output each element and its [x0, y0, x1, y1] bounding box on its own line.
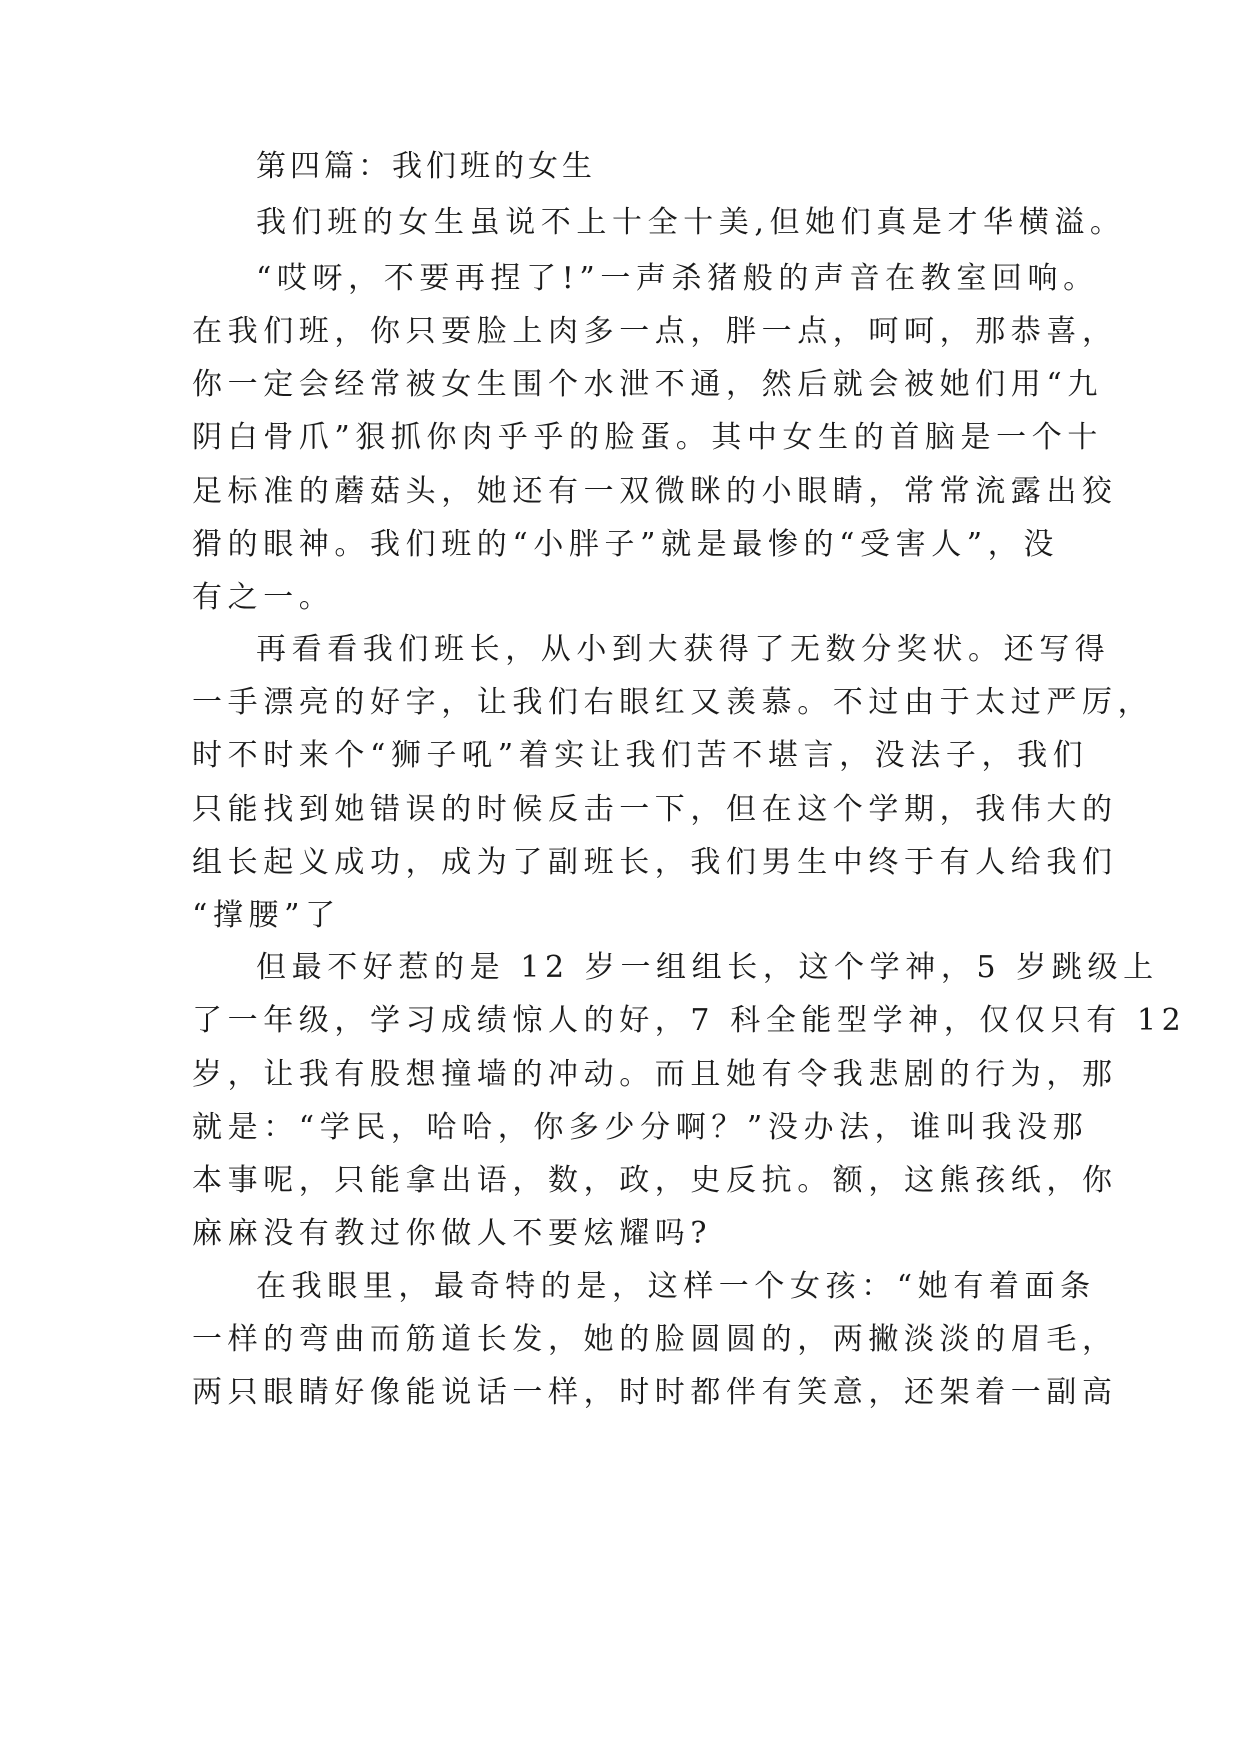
text-line: 只能找到她错误的时候反击一下，但在这个学期，我伟大的 [192, 792, 1118, 827]
text-line: 岁，让我有股想撞墙的冲动。而且她有令我悲剧的行为，那 [192, 1057, 1118, 1092]
text-line: 再看看我们班长，从小到大获得了无数分奖状。还写得 [256, 632, 1111, 667]
text-line: 麻麻没有教过你做人不要炫耀吗? [192, 1216, 713, 1251]
text-line: 但最不好惹的是 12 岁一组组长，这个学神，5 岁跳级上 [256, 950, 1159, 985]
text-line: 足标准的蘑菇头，她还有一双微眯的小眼睛，常常流露出狡 [192, 474, 1118, 509]
text-line: 了一年级，学习成绩惊人的好，7 科全能型学神，仅仅只有 12 [192, 1003, 1187, 1038]
text-line: 在我们班，你只要脸上肉多一点，胖一点，呵呵，那恭喜， [192, 314, 1118, 349]
text-line: 在我眼里，最奇特的是，这样一个女孩：“她有着面条 [256, 1269, 1096, 1304]
text-line: 组长起义成功，成为了副班长，我们男生中终于有人给我们 [192, 845, 1118, 880]
text-line: 猾的眼神。我们班的“小胖子”就是最惨的“受害人”，没 [192, 527, 1059, 562]
text-line: 就是：“学民，哈哈，你多少分啊？”没办法，谁叫我没那 [192, 1110, 1089, 1145]
document-title: 第四篇：我们班的女生 [256, 149, 596, 184]
text-line: 两只眼睛好像能说话一样，时时都伴有笑意，还架着一副高 [192, 1375, 1118, 1410]
text-line: 阴白骨爪”狠抓你肉乎乎的脸蛋。其中女生的首脑是一个十 [192, 420, 1103, 455]
text-line: 有之一。 [192, 580, 335, 615]
text-line: “哎呀，不要再捏了!”一声杀猪般的声音在教室回响。 [256, 261, 1099, 296]
text-line: 时不时来个“狮子吼”着实让我们苦不堪言，没法子，我们 [192, 738, 1089, 773]
text-line: 本事呢，只能拿出语，数，政，史反抗。额，这熊孩纸，你 [192, 1163, 1118, 1198]
text-line: 一手漂亮的好字，让我们右眼红又羡慕。不过由于太过严厉， [192, 685, 1154, 720]
text-line: 一样的弯曲而筋道长发，她的脸圆圆的，两撇淡淡的眉毛， [192, 1322, 1118, 1357]
text-line: 你一定会经常被女生围个水泄不通，然后就会被她们用“九 [192, 367, 1103, 402]
text-line: “撑腰”了 [192, 898, 341, 933]
text-line: 我们班的女生虽说不上十全十美,但她们真是才华横溢。 [256, 205, 1126, 240]
